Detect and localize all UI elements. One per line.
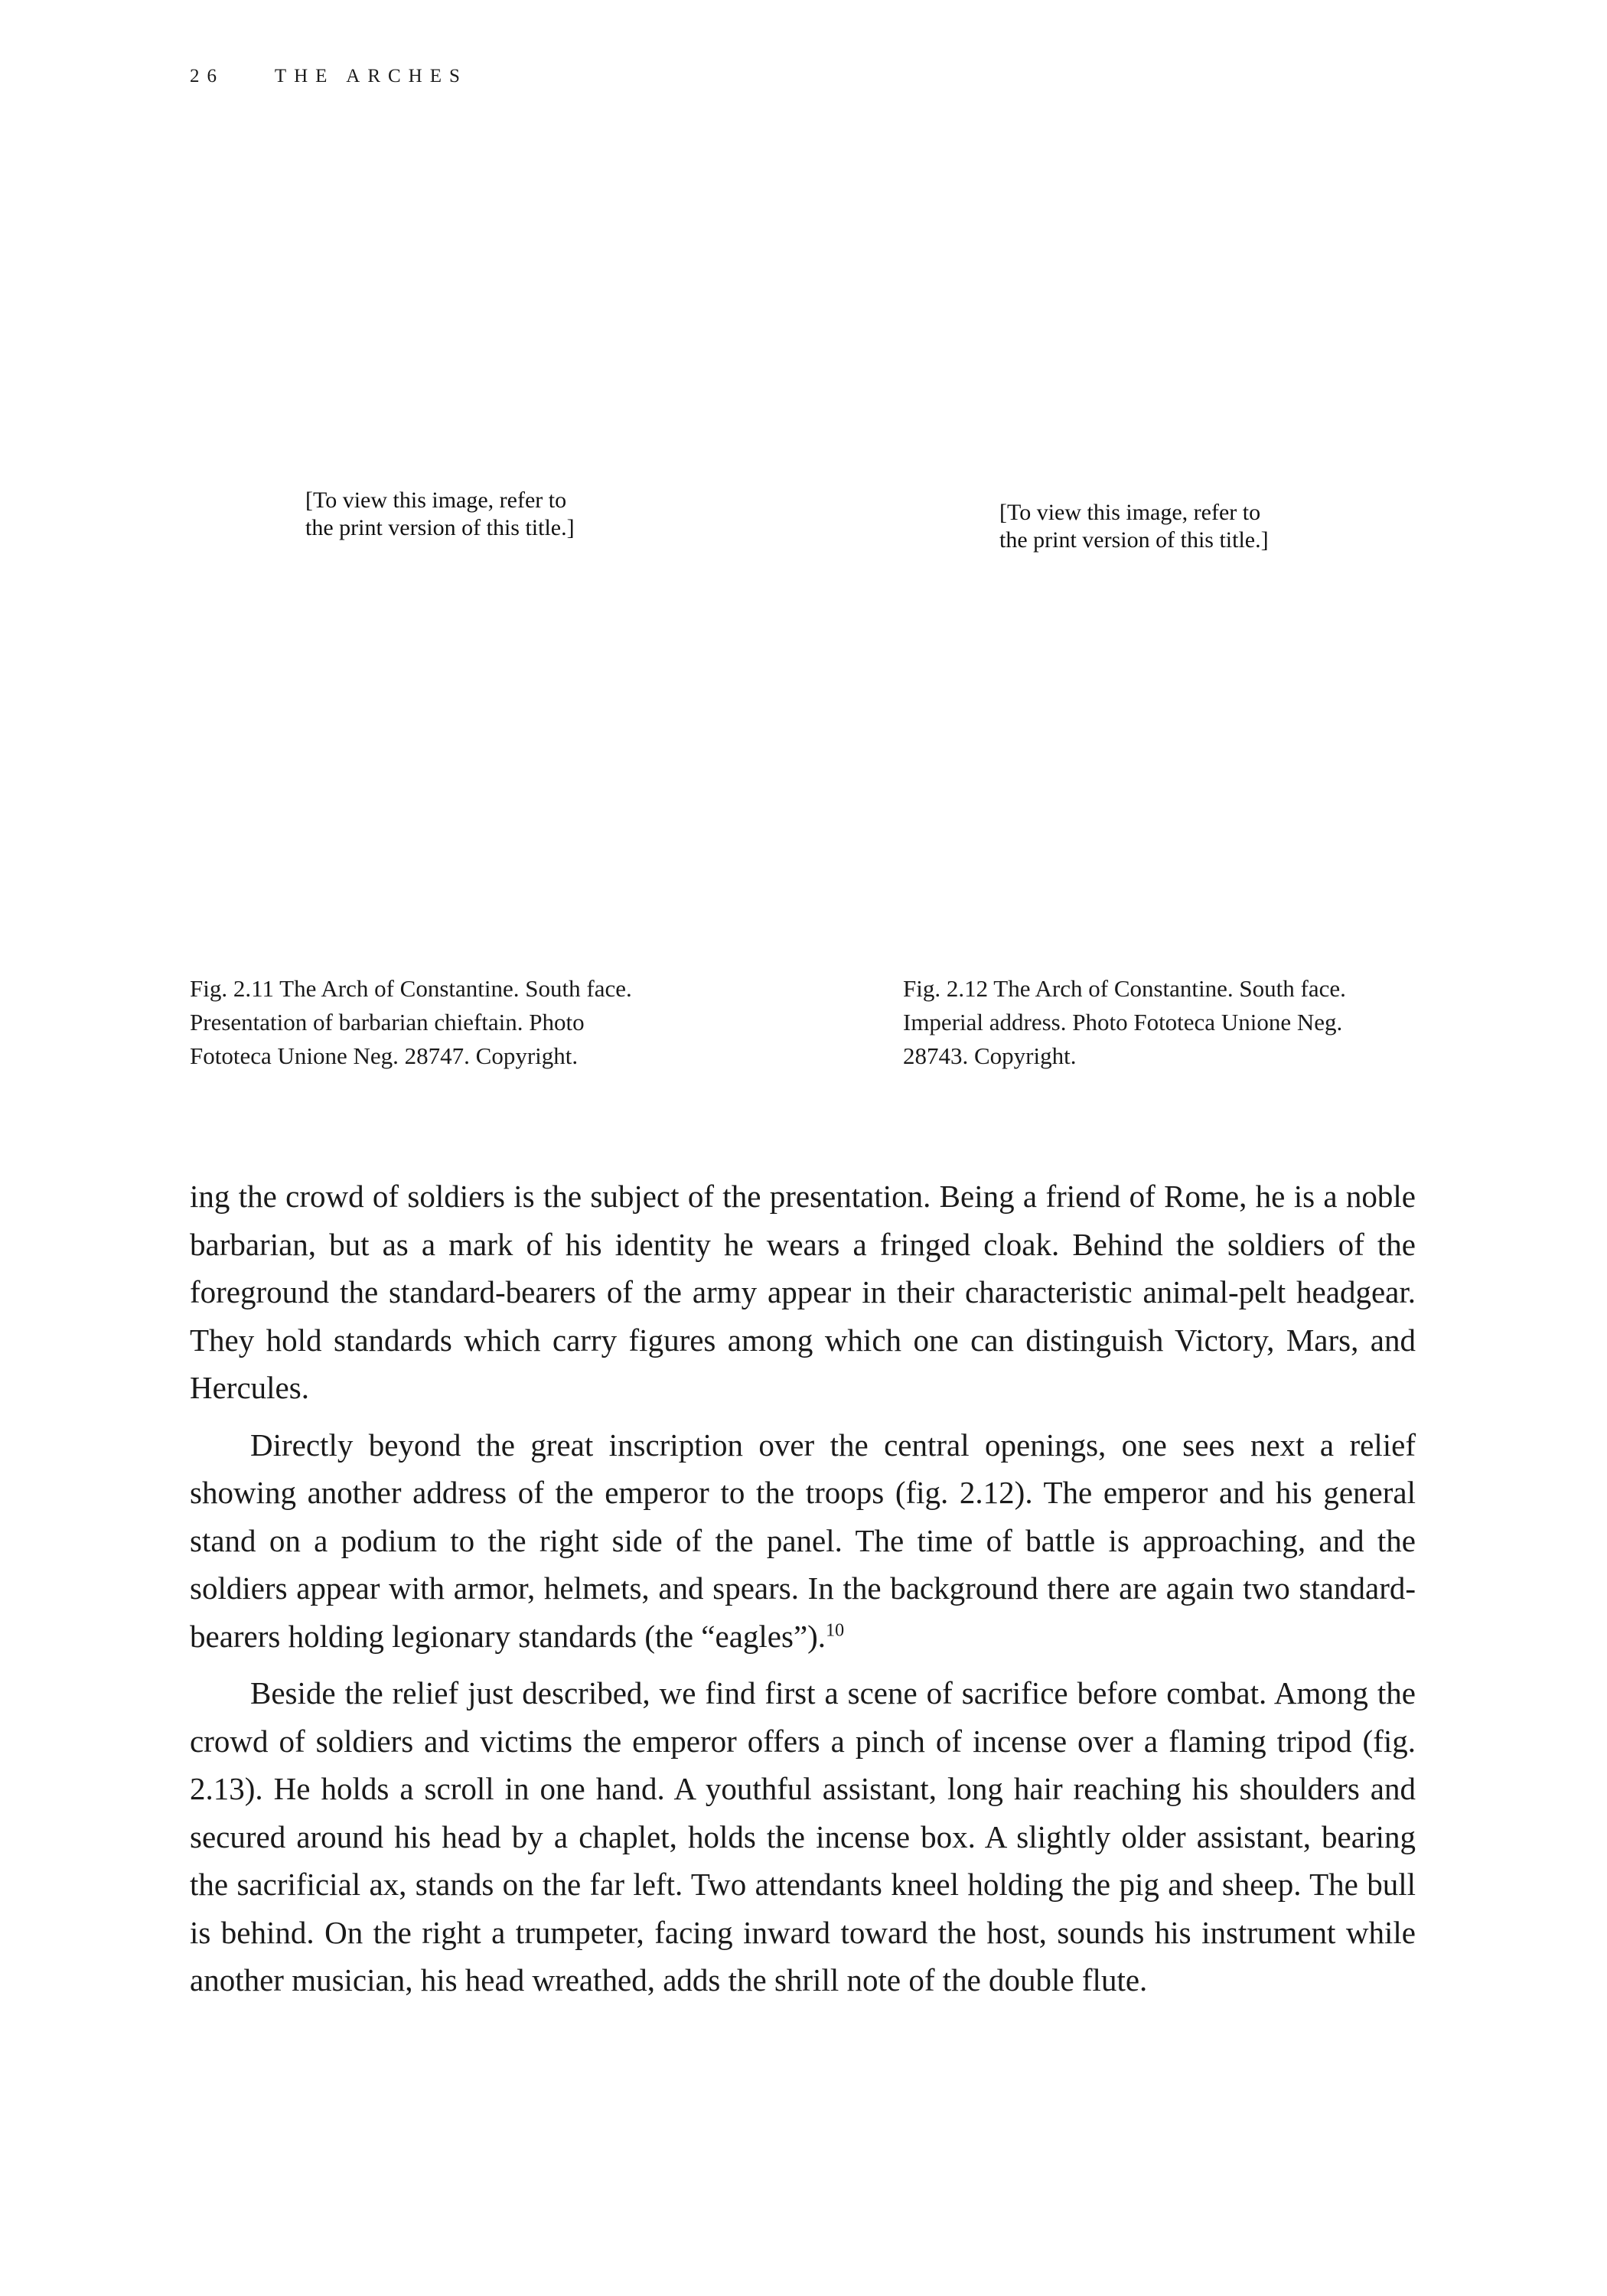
paragraph-1: ing the crowd of soldiers is the subject of the presentation. Being a friend of Rome, he is a noble barbarian, but as a mark of his identity he wears a fringed cloak. Behind the soldiers of the foreground the standard-bearers of the army appear in their characteristic animal-pelt headgear. They hold standards which carry figures among which one can distinguish Victory, Mars, and Hercules.	[190, 1179, 1416, 1405]
body-text	[190, 1172, 1416, 2004]
page-number: 26	[190, 66, 224, 86]
running-head	[190, 66, 468, 87]
paragraph-2-text: Directly beyond the great inscription over the central openings, one sees next a relief showing another address of the emperor to the troops (fig. 2.12). The emperor and his general stand on a podium to the right side of the panel. The time of battle is approaching, and the soldiers appear with armor, helmets, and spears. In the background there are again two standard-bearers holding legionary standards (the “eagles”).	[190, 1427, 1416, 1654]
figure-2-11-caption: Fig. 2.11 The Arch of Constantine. South face. Presentation of barbarian chieftain. Photo Fototeca Unione Neg. 28747. Copyright.	[190, 975, 632, 1069]
figure-2-11-placeholder: [To view this image, refer to the print version of this title.]	[305, 488, 575, 540]
figure-2-12-caption: Fig. 2.12 The Arch of Constantine. South face. Imperial address. Photo Fototeca Unione Neg. 28743. Copyright.	[903, 975, 1346, 1069]
figure-2-12-placeholder: [To view this image, refer to the print version of this title.]	[999, 500, 1269, 553]
footnote-reference[interactable]: 10	[826, 1619, 845, 1640]
paragraph-3: Beside the relief just described, we find first a scene of sacrifice before combat. Among the crowd of soldiers and victims the emperor offers a pinch of incense over a flaming tripod (fig. 2.13). He holds a scroll in one hand. A youthful assistant, long hair reaching his shoulders and secured around his head by a chaplet, holds the incense box. A slightly older assistant, bearing the sacrificial ax, stands on the far left. Two attendants kneel holding the pig and sheep. The bull is behind. On the right a trumpeter, facing inward toward the host, sounds his instrument while another musician, his head wreathed, adds the shrill note of the double flute.	[190, 1675, 1416, 1998]
paragraph-2	[190, 1421, 1416, 1661]
running-title: THE ARCHES	[274, 66, 468, 86]
